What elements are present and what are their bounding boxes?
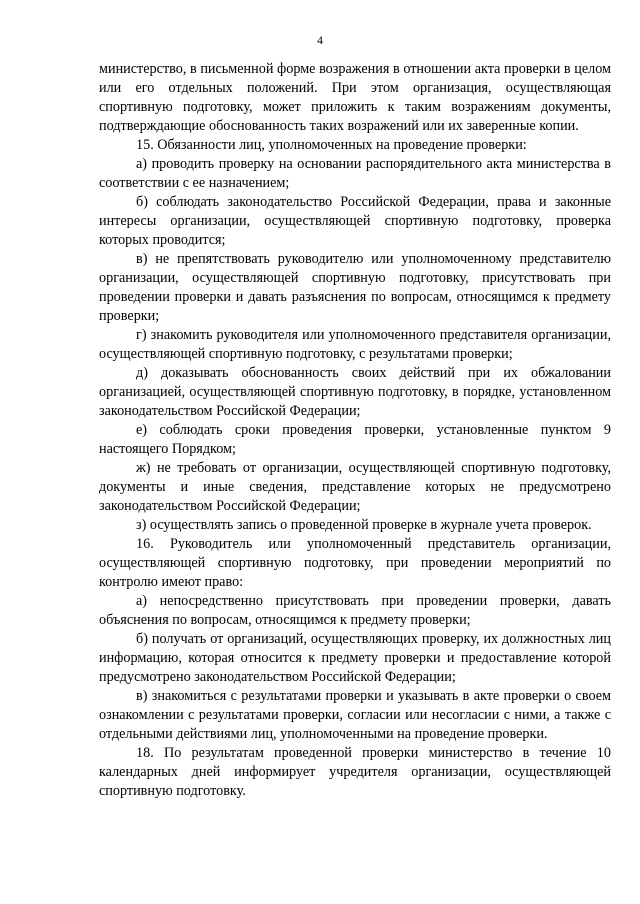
- paragraph: г) знакомить руководителя или уполномоченного представителя организации, осуществляющей спортивную подготовку, с результатами проверки;: [99, 327, 611, 362]
- document-body: [99, 60, 611, 801]
- paragraph: 16. Руководитель или уполномоченный представитель организации, осуществляющей спортивную подготовку, при проведении мероприятий по контролю имеют право:: [99, 536, 611, 590]
- paragraph: министерство, в письменной форме возражения в отношении акта проверки в целом или его отдельных положений. При этом организация, осуществляющая спортивную подготовку, может приложить к таким возражениям документы, подтверждающие обоснованность таких возражений или их заверенные копии.: [99, 61, 611, 134]
- paragraph: б) соблюдать законодательство Российской Федерации, права и законные интересы организации, осуществляющей спортивную подготовку, проверка которых проводится;: [99, 194, 611, 248]
- paragraph: в) не препятствовать руководителю или уполномоченному представителю организации, осуществляющей спортивную подготовку, присутствовать при проведении проверки и давать разъяснения по вопросам, относящимся к предмету проверки;: [99, 251, 611, 324]
- paragraph: б) получать от организаций, осуществляющих проверку, их должностных лиц информацию, которая относится к предмету проверки и предоставление которой предусмотрено законодательством Российской Федерации;: [99, 631, 611, 685]
- paragraph: 18. По результатам проведенной проверки министерство в течение 10 календарных дней информирует учредителя организации, осуществляющей спортивную подготовку.: [99, 745, 611, 799]
- paragraph: в) знакомиться с результатами проверки и указывать в акте проверки о своем ознакомлении с результатами проверки, согласии или несогласии с ними, а также с отдельными действиями лиц, уполномоченными на проведение проверки.: [99, 688, 611, 742]
- paragraph: а) проводить проверку на основании распорядительного акта министерства в соответствии с ее назначением;: [99, 156, 611, 191]
- paragraph: 15. Обязанности лиц, уполномоченных на проведение проверки:: [136, 137, 527, 153]
- page-number: 4: [317, 33, 323, 47]
- paragraph: е) соблюдать сроки проведения проверки, установленные пунктом 9 настоящего Порядком;: [99, 422, 611, 457]
- paragraph: ж) не требовать от организации, осуществляющей спортивную подготовку, документы и иные сведения, представление которых не предусмотрено законодательством Российской Федерации;: [99, 460, 611, 514]
- paragraph: а) непосредственно присутствовать при проведении проверки, давать объяснения по вопросам, относящимся к предмету проверки;: [99, 593, 611, 628]
- paragraph: д) доказывать обоснованность своих действий при их обжаловании организацией, осуществляющей спортивную подготовку, в порядке, установленном законодательством Российской Федерации;: [99, 365, 611, 419]
- paragraph: з) осуществлять запись о проведенной проверке в журнале учета проверок.: [136, 517, 592, 533]
